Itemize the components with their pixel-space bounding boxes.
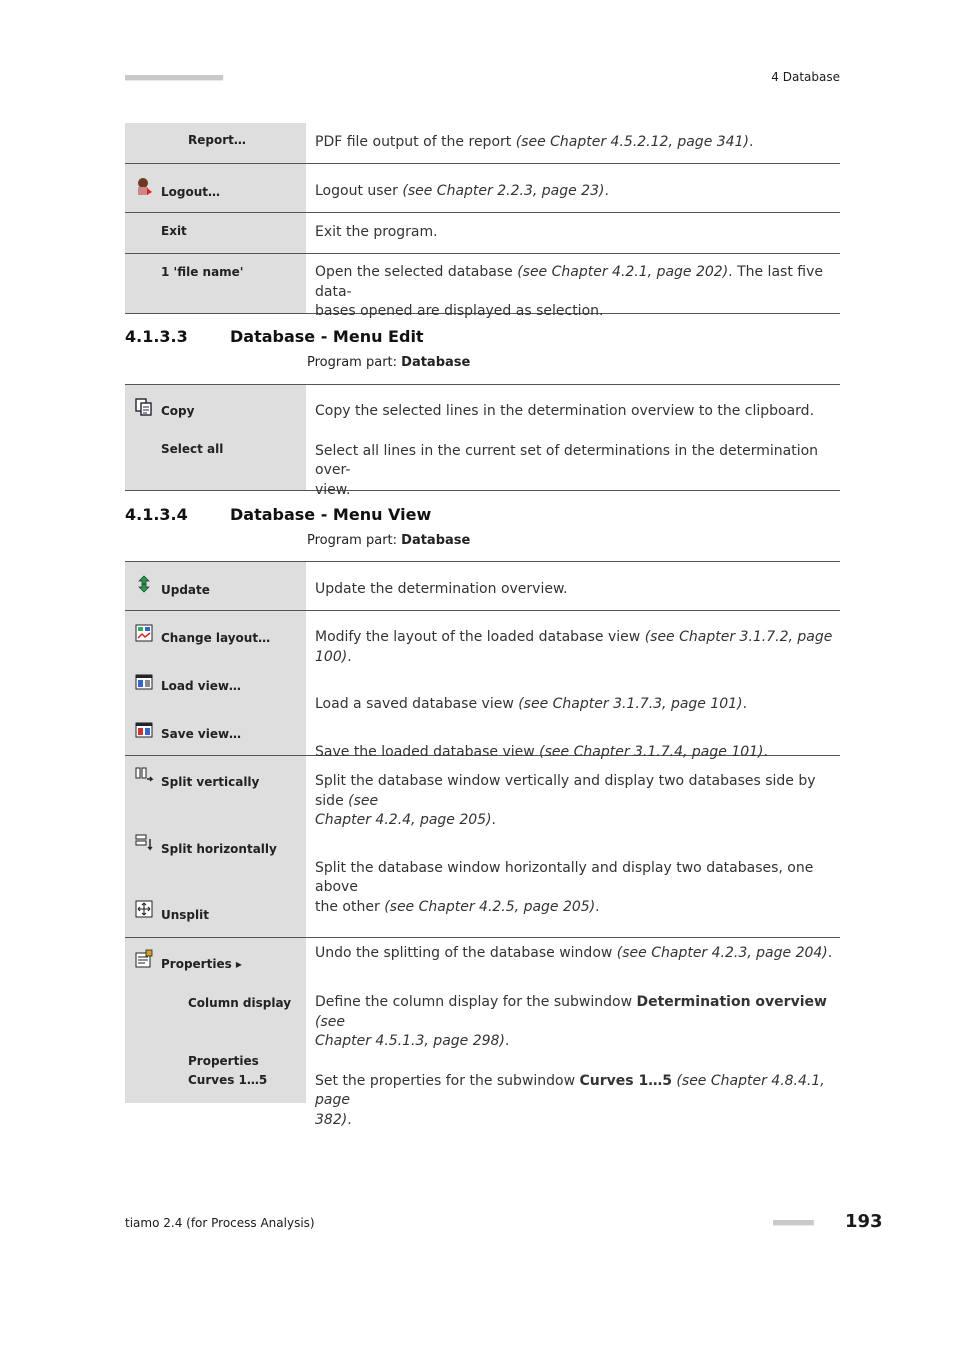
table-row: Properties ▸ Column display Properties Curves 1…5 Define the column display for the subwindow Determination overview (see Chapter 4.5.1.3, page 298). Set the properties for the subwindow Curves 1…5 (see Chapter 4.8.4.1, page 382).: [125, 938, 840, 1103]
chapter-ref: (see Chapter 4.2.1, page 202): [517, 264, 729, 280]
program-part: Program part: Database: [307, 533, 471, 548]
load-view-icon: [134, 672, 154, 692]
menu-item-report: Report…: [188, 133, 246, 147]
unsplit-icon: [134, 899, 154, 919]
table-row: Split vertically Split horizontally Unsplit Split the database window vertically and display two databases side by side (see Chapter 4.2.4, page 205). Split the database window horizontally and display two databases, one above the other (see Chapter 4.2.5, page 205). Undo the splitting of the database window (see Chapter 4.2.3, page 204).: [125, 756, 840, 938]
menu-item-unsplit: Unsplit: [161, 908, 209, 922]
page-number: 193: [845, 1211, 883, 1232]
menu-item-copy: Copy: [161, 404, 195, 418]
table-row: Exit Exit the program.: [125, 213, 840, 254]
table-row: Report… PDF file output of the report (see Chapter 4.5.2.12, page 341).: [125, 123, 840, 164]
section-heading-menu-view: 4.1.3.4 Database - Menu View: [125, 505, 432, 524]
menu-item-properties: Properties ▸: [161, 957, 242, 971]
menu-item-load-view: Load view…: [161, 679, 241, 693]
header-chapter: 4 Database: [771, 70, 840, 84]
chapter-ref: (see Chapter 4.8.4.1, page: [315, 1072, 825, 1108]
update-icon: [134, 574, 154, 594]
chapter-ref: (see Chapter 3.1.7.3, page 101): [518, 696, 743, 712]
menu-item-save-view: Save view…: [161, 727, 242, 741]
chapter-ref: (see Chapter 2.2.3, page 23): [402, 183, 605, 199]
chapter-ref: Chapter 4.2.4, page 205): [315, 812, 492, 828]
chapter-ref: (see Chapter 3.1.7.2, page 100): [315, 629, 833, 665]
table-row: Logout… Logout user (see Chapter 2.2.3, page 23).: [125, 164, 840, 213]
chapter-ref: (see Chapter 4.2.3, page 204): [616, 945, 828, 961]
menu-item-exit: Exit: [161, 224, 187, 238]
split-horizontally-icon: [134, 833, 154, 853]
submenu-item-column-display: Column display: [188, 996, 292, 1010]
menu-item-logout: Logout…: [161, 185, 221, 199]
copy-icon: [134, 397, 154, 417]
save-view-icon: [134, 720, 154, 740]
table-row: 1 'file name' Open the selected database (see Chapter 4.2.1, page 202). The last five data- bases opened are displayed as selection.: [125, 254, 840, 314]
menu-item-change-layout: Change layout…: [161, 631, 271, 645]
chapter-ref: (see: [315, 1013, 345, 1030]
table-row: Change layout… Load view… Save view… Modify the layout of the loaded database view (see Chapter 3.1.7.2, page 100). Load a saved database view (see Chapter 3.1.7.3, page 101). Save the loaded database view (see Chapter 3.1.7.4, page 101).: [125, 611, 840, 756]
edit-menu-table: [125, 384, 840, 498]
chapter-ref: (see Chapter 3.1.7.4, page 101): [539, 743, 764, 760]
chapter-ref: 382): [315, 1111, 348, 1128]
chapter-ref: (see Chapter 4.5.2.12, page 341): [515, 134, 749, 150]
footer-product: tiamo 2.4 (for Process Analysis): [125, 1216, 315, 1230]
table-row: Update Update the determination overview.: [125, 561, 840, 611]
view-menu-table: [125, 561, 840, 1128]
logout-icon: [134, 176, 154, 196]
properties-icon: [134, 949, 154, 969]
section-heading-menu-edit: 4.1.3.3 Database - Menu Edit: [125, 327, 424, 346]
chapter-ref: Chapter 4.5.1.3, page 298): [315, 1033, 505, 1049]
menu-item-update: Update: [161, 583, 210, 597]
menu-item-file-name: 1 'file name': [161, 265, 244, 279]
submenu-item-properties-curves: Properties Curves 1…5: [188, 1054, 268, 1087]
menu-item-split-horizontally: Split horizontally: [161, 842, 277, 856]
menu-item-split-vertically: Split vertically: [161, 775, 260, 789]
split-vertically-icon: [134, 766, 154, 786]
header-dots: ■■■■■■■■■■■■■■■■■■■■■■: [125, 73, 223, 83]
change-layout-icon: [134, 623, 154, 643]
footer-dots: ■■■■■■■■■: [773, 1218, 813, 1228]
chapter-ref: (see: [348, 792, 379, 809]
file-menu-table: [125, 123, 840, 319]
program-part: Program part: Database: [307, 355, 471, 370]
chapter-ref: (see Chapter 4.2.5, page 205): [384, 898, 596, 915]
menu-item-select-all: Select all: [161, 442, 224, 456]
table-row: Copy Select all Copy the selected lines in the determination overview to the clipboard. Select all lines in the current set of determinations in the determination over- view.: [125, 384, 840, 491]
